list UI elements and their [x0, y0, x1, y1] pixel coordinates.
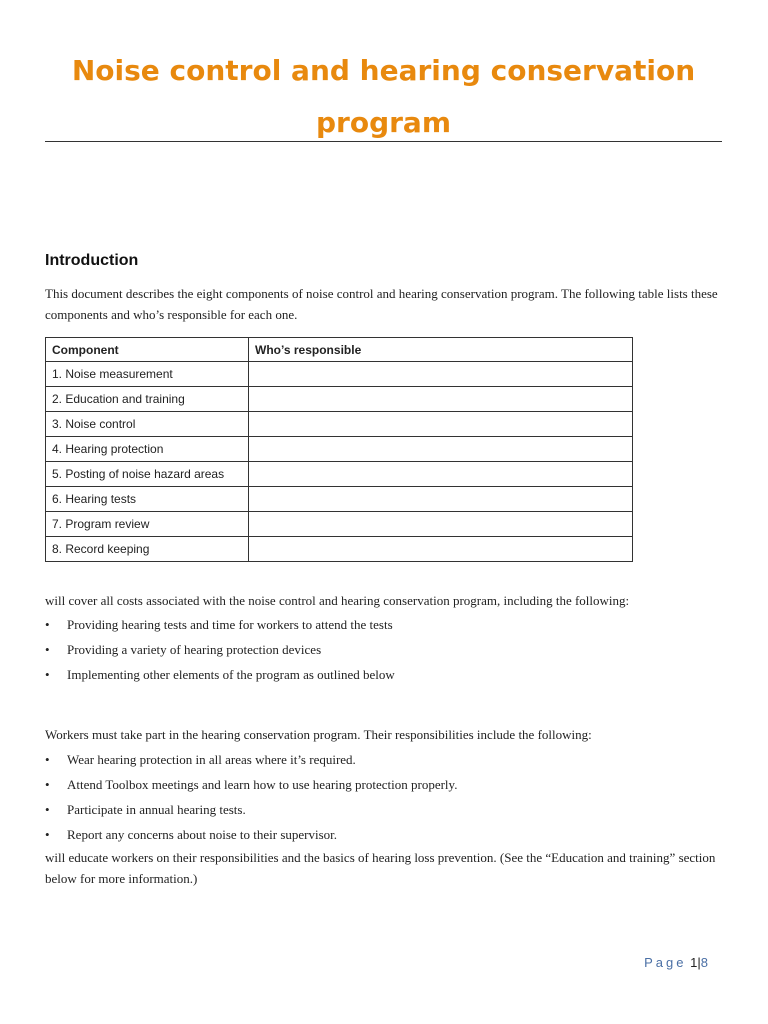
table-row: [46, 437, 633, 462]
document-title-line-1: Noise control and hearing conservation: [71, 54, 696, 87]
components-table: [45, 337, 633, 562]
table-cell-component: 5. Posting of noise hazard areas: [46, 462, 249, 487]
list-item: [45, 614, 725, 639]
list-item: [45, 639, 725, 664]
workers-paragraph: Workers must take part in the hearing conservation program. Their responsibilities include the following:: [45, 727, 592, 742]
bullet-icon: •: [45, 752, 50, 767]
table-cell-component: 7. Program review: [46, 512, 249, 537]
bullet-icon: •: [45, 617, 50, 632]
table-header-component: Component: [46, 338, 249, 362]
table-cell-responsible: [249, 487, 633, 512]
list-item: [45, 799, 725, 824]
table-cell-responsible: [249, 512, 633, 537]
page-label: Page: [644, 955, 687, 970]
table-cell-responsible: [249, 362, 633, 387]
page-footer: [644, 955, 708, 970]
title-underline-rule: [45, 141, 722, 142]
bullet-icon: •: [45, 642, 50, 657]
table-cell-responsible: [249, 462, 633, 487]
table-row: [46, 512, 633, 537]
list-item-text: Wear hearing protection in all areas where it’s required.: [67, 752, 356, 767]
table-cell-responsible: [249, 537, 633, 562]
table-cell-responsible: [249, 437, 633, 462]
list-item-text: Report any concerns about noise to their supervisor.: [67, 827, 338, 842]
bullet-icon: •: [45, 802, 50, 817]
table-cell-component: 6. Hearing tests: [46, 487, 249, 512]
bullet-icon: •: [45, 667, 50, 682]
document-title-line-2: program: [315, 106, 451, 139]
costs-paragraph: will cover all costs associated with the noise control and hearing conservation program, including the following:: [45, 593, 630, 608]
list-item: [45, 664, 725, 689]
page-separator: |: [697, 955, 701, 970]
list-item: [45, 824, 725, 849]
table-cell-component: 4. Hearing protection: [46, 437, 249, 462]
table-cell-component: 8. Record keeping: [46, 537, 249, 562]
introduction-heading: Introduction: [45, 252, 139, 269]
education-paragraph: will educate workers on their responsibilities and the basics of hearing loss prevention. (See the “Education and training” section below for more information.): [45, 850, 716, 886]
list-item: [45, 749, 725, 774]
bullet-icon: •: [45, 827, 50, 842]
bullet-icon: •: [45, 777, 50, 792]
table-header-row: [46, 338, 633, 362]
list-item-text: Providing hearing tests and time for workers to attend the tests: [67, 617, 393, 632]
list-item-text: Providing a variety of hearing protection devices: [67, 642, 322, 657]
table-row: [46, 387, 633, 412]
workers-bullet-list: [45, 749, 725, 849]
list-item-text: Implementing other elements of the program as outlined below: [67, 667, 395, 682]
current-page-number: 1: [690, 955, 698, 970]
table-row: [46, 412, 633, 437]
table-cell-component: 1. Noise measurement: [46, 362, 249, 387]
costs-bullet-list: [45, 614, 725, 689]
table-row: [46, 537, 633, 562]
list-item-text: Participate in annual hearing tests.: [67, 802, 246, 817]
table-header-responsible: Who’s responsible: [249, 338, 633, 362]
table-cell-responsible: [249, 412, 633, 437]
total-pages-number: 8: [700, 955, 708, 970]
introduction-paragraph: This document describes the eight components of noise control and hearing conservation program. The following table lists these components and who’s responsible for each one.: [45, 286, 718, 322]
table-row: [46, 362, 633, 387]
table-row: [46, 487, 633, 512]
table-cell-component: 3. Noise control: [46, 412, 249, 437]
table-cell-component: 2. Education and training: [46, 387, 249, 412]
table-row: [46, 462, 633, 487]
table-cell-responsible: [249, 387, 633, 412]
list-item: [45, 774, 725, 799]
list-item-text: Attend Toolbox meetings and learn how to use hearing protection properly.: [67, 777, 458, 792]
